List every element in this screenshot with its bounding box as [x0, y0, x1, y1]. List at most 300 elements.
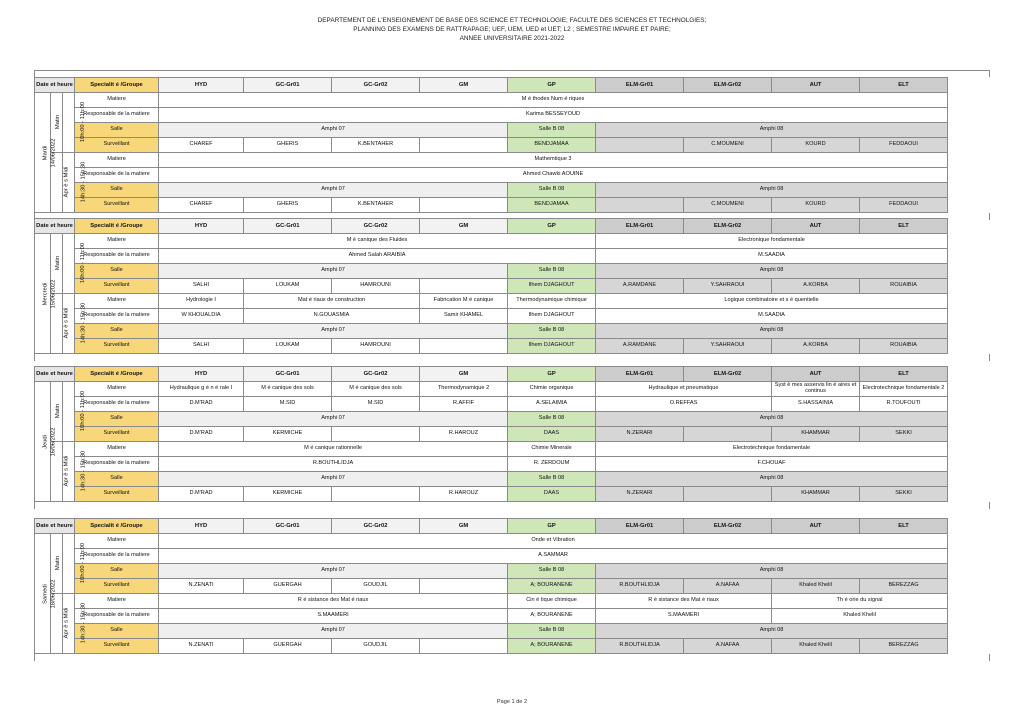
salle-amphi07: Amphi 07: [159, 264, 508, 279]
time-label: 14h:30 - 15h:30: [80, 161, 87, 203]
time-label: 14h:30 - 15h:30: [80, 302, 87, 344]
matiere-cell: Thermodynamique 2: [420, 382, 508, 397]
header-line-1: DEPARTEMENT DE L'ENSEIGNEMENT DE BASE DES SCIENCE ET TECHNOLOGIE; FACULTE DES SCIENCES ET TECHNOLGIES;: [317, 17, 707, 24]
responsable-cell: S.MAAMERI: [596, 609, 772, 624]
responsable-cell: Khaled Khelil: [772, 609, 948, 624]
day-date: 18/06/2022: [50, 578, 57, 609]
surveillant-cell: C.MOUMENI: [684, 138, 772, 153]
matiere-cell: Chimie organique: [508, 382, 596, 397]
surveillant-cell: SALHI: [159, 339, 244, 354]
time-cell: [63, 234, 87, 294]
surveillant-cell: A; BOURANENE: [508, 579, 596, 594]
time-cell: [63, 534, 87, 594]
day-date: 15/06/2022: [50, 278, 57, 309]
surveillant-cell: BENDJAMAA: [508, 198, 596, 213]
responsable-row: [35, 108, 1036, 123]
surveillant-cell: A.KORBA: [772, 339, 860, 354]
period-label: Matin: [55, 115, 62, 130]
day-separator: [34, 502, 990, 509]
responsable-row: [35, 309, 1036, 324]
surveillant-cell: N.ZERARI: [596, 487, 684, 502]
header-line-2: PLANNING DES EXAMENS DE RATTRAPAGE; UEF, UEM, UED et UET; L2 ; SEMESTRE IMPAIRE ET PAIRE;: [353, 26, 671, 33]
matiere-cell: Hydraulique et pneumatique: [596, 382, 772, 397]
group-header-elt: ELT: [860, 219, 948, 234]
matiere-cell: R é sistance des Mat é riaux: [159, 594, 508, 609]
surveillant-cell: R.HAROUZ: [420, 427, 508, 442]
table-header-row: [35, 367, 1036, 382]
responsable-row: [35, 397, 1036, 412]
surveillant-cell: K.BENTAHER: [332, 138, 420, 153]
group-header-gc-gr01: GC-Gr01: [244, 78, 332, 93]
group-header-gp: GP: [508, 367, 596, 382]
responsable-cell: Samir KHAMEL: [420, 309, 508, 324]
day-separator: [34, 354, 990, 361]
time-label: 14h:30 - 15h:30: [80, 450, 87, 492]
day-date: 16/06/2022: [50, 426, 57, 457]
group-header-gm: GM: [420, 78, 508, 93]
time-label: 10h:00 - 11h:00: [80, 102, 87, 143]
surveillant-cell: KOURD: [772, 198, 860, 213]
surveillant-cell: [332, 427, 420, 442]
responsable-row: [35, 609, 1036, 624]
responsable-cell: R.TOUFOUTI: [860, 397, 948, 412]
surveillant-cell: ROUAIBIA: [860, 339, 948, 354]
matiere-row: [35, 594, 1036, 609]
salle-row: [35, 564, 1036, 579]
surveillant-row: [35, 279, 1036, 294]
group-header-hyd: HYD: [159, 219, 244, 234]
day-block: [34, 518, 990, 661]
matiere-row: [35, 93, 1036, 108]
time-cell: [63, 382, 87, 442]
surveillant-cell: Ilhem DJAGHOUT: [508, 339, 596, 354]
responsable-cell: M.SAADIA: [596, 309, 948, 324]
salle-amphi07: Amphi 07: [159, 412, 508, 427]
group-header-hyd: HYD: [159, 367, 244, 382]
specialite-header: Specialit é /Groupe: [75, 78, 159, 93]
responsable-label: Responsable de la matiere: [75, 397, 159, 412]
surveillant-cell: C.MOUMENI: [684, 198, 772, 213]
matiere-cell: Thermodynamique chimique: [508, 294, 596, 309]
salle-row: [35, 412, 1036, 427]
responsable-cell: A.SAMMAR: [159, 549, 948, 564]
salle-gp: Salle B 08: [508, 324, 596, 339]
matiere-cell: R é sistance des Mat é riaux: [596, 594, 772, 609]
surveillant-cell: A.KORBA: [772, 279, 860, 294]
salle-gp: Salle B 08: [508, 624, 596, 639]
salle-row: [35, 472, 1036, 487]
day-separator: [34, 654, 990, 661]
group-header-gc-gr01: GC-Gr01: [244, 519, 332, 534]
responsable-row: [35, 549, 1036, 564]
surveillant-label: Surveillant: [75, 138, 159, 153]
salle-row: [35, 324, 1036, 339]
matiere-cell: Th é orie du signal: [772, 594, 948, 609]
surveillant-cell: SEKKI: [860, 427, 948, 442]
group-header-hyd: HYD: [159, 519, 244, 534]
matiere-row: [35, 234, 1036, 249]
matiere-label: Matiere: [75, 534, 159, 549]
responsable-cell: D.M'RAD: [159, 397, 244, 412]
surveillant-cell: BEREZZAG: [860, 639, 948, 654]
period-label: Matin: [55, 556, 62, 571]
responsable-label: Responsable de la matiere: [75, 249, 159, 264]
salle-amphi08: Amphi 08: [596, 564, 948, 579]
group-header-elt: ELT: [860, 367, 948, 382]
group-header-elm-gr02: ELM-Gr02: [684, 519, 772, 534]
salle-amphi07: Amphi 07: [159, 123, 508, 138]
surveillant-cell: A.RAMDANE: [596, 339, 684, 354]
salle-amphi07: Amphi 07: [159, 472, 508, 487]
period-label: Apr è s Midi: [63, 455, 70, 487]
time-label: 10h:00 - 11h:00: [80, 243, 87, 284]
surveillant-cell: Y.SAHRAOUI: [684, 279, 772, 294]
group-header-gc-gr01: GC-Gr01: [244, 367, 332, 382]
group-header-aut: AUT: [772, 78, 860, 93]
surveillant-cell: FEDDAOUI: [860, 138, 948, 153]
surveillant-label: Surveillant: [75, 198, 159, 213]
surveillant-label: Surveillant: [75, 639, 159, 654]
matiere-label: Matiere: [75, 382, 159, 397]
group-header-elm-gr01: ELM-Gr01: [596, 219, 684, 234]
group-header-gm: GM: [420, 367, 508, 382]
surveillant-cell: SEKKI: [860, 487, 948, 502]
responsable-cell: R.BOUTHLIDJA: [159, 457, 508, 472]
group-header-elt: ELT: [860, 78, 948, 93]
date-heure-header: Date et heure: [35, 519, 75, 534]
group-header-elm-gr02: ELM-Gr02: [684, 219, 772, 234]
surveillant-cell: KOURD: [772, 138, 860, 153]
matiere-cell: Mathemtique 3: [159, 153, 948, 168]
surveillant-cell: K.BENTAHER: [332, 198, 420, 213]
surveillant-cell: GHERIS: [244, 138, 332, 153]
matiere-cell: Fabrication M é canique: [420, 294, 508, 309]
matiere-cell: Hydraulique g é n é rale I: [159, 382, 244, 397]
group-header-elm-gr01: ELM-Gr01: [596, 367, 684, 382]
matiere-label: Matiere: [75, 93, 159, 108]
responsable-row: [35, 457, 1036, 472]
time-cell: [63, 93, 87, 153]
surveillant-row: [35, 138, 1036, 153]
surveillant-row: [35, 579, 1036, 594]
day-block: [34, 70, 990, 220]
matiere-row: [35, 382, 1036, 397]
salle-amphi07: Amphi 07: [159, 183, 508, 198]
salle-label: Salle: [75, 564, 159, 579]
day-block: [34, 366, 990, 509]
responsable-cell: F.CHOUAF: [596, 457, 948, 472]
group-header-gm: GM: [420, 519, 508, 534]
matiere-cell: M é canique rationnelle: [159, 442, 508, 457]
salle-row: [35, 264, 1036, 279]
salle-amphi08: Amphi 08: [596, 183, 948, 198]
group-header-gc-gr02: GC-Gr02: [332, 367, 420, 382]
surveillant-cell: GOUDJIL: [332, 639, 420, 654]
responsable-cell: S.HASSAINIA: [772, 397, 860, 412]
header-line-3: ANNEE UNIVERSITAIRE 2021-2022: [459, 35, 565, 42]
surveillant-row: [35, 198, 1036, 213]
surveillant-cell: KHAMMAR: [772, 427, 860, 442]
surveillant-cell: KERMICHE: [244, 487, 332, 502]
responsable-cell: W KHOUALDIA: [159, 309, 244, 324]
surveillant-cell: [596, 138, 684, 153]
period-label: Matin: [55, 404, 62, 419]
surveillant-cell: GHERIS: [244, 198, 332, 213]
responsable-cell: M.SAADIA: [596, 249, 948, 264]
surveillant-cell: D.M'RAD: [159, 487, 244, 502]
surveillant-cell: A.NAFAA: [684, 639, 772, 654]
surveillant-label: Surveillant: [75, 427, 159, 442]
responsable-label: Responsable de la matiere: [75, 108, 159, 123]
surveillant-cell: DAAS: [508, 427, 596, 442]
day-table: [34, 518, 1036, 654]
specialite-header: Specialit é /Groupe: [75, 519, 159, 534]
responsable-label: Responsable de la matiere: [75, 168, 159, 183]
matiere-cell: Chimie Minerale: [508, 442, 596, 457]
surveillant-cell: LOUKAM: [244, 279, 332, 294]
page-footer: Page 1 de 2: [496, 699, 528, 705]
responsable-cell: A.SELAIMIA: [508, 397, 596, 412]
surveillant-cell: SALHI: [159, 279, 244, 294]
surveillant-label: Surveillant: [75, 279, 159, 294]
surveillant-cell: [332, 487, 420, 502]
matiere-label: Matiere: [75, 294, 159, 309]
period-label: Apr è s Midi: [63, 307, 70, 339]
group-header-elm-gr01: ELM-Gr01: [596, 519, 684, 534]
group-header-gc-gr02: GC-Gr02: [332, 219, 420, 234]
salle-row: [35, 624, 1036, 639]
day-cell: [35, 234, 57, 354]
surveillant-cell: HAMROUNI: [332, 339, 420, 354]
surveillant-cell: [420, 639, 508, 654]
surveillant-cell: Y.SAHRAOUI: [684, 339, 772, 354]
responsable-label: Responsable de la matiere: [75, 309, 159, 324]
matiere-row: [35, 442, 1036, 457]
period-label: Apr è s Midi: [63, 607, 70, 639]
salle-label: Salle: [75, 123, 159, 138]
group-header-gc-gr02: GC-Gr02: [332, 519, 420, 534]
group-header-gc-gr02: GC-Gr02: [332, 78, 420, 93]
document-header: [0, 16, 1024, 43]
surveillant-cell: BEREZZAG: [860, 579, 948, 594]
table-header-row: [35, 219, 1036, 234]
day-table: [34, 366, 1036, 502]
matiere-cell: Cin é tique chimique: [508, 594, 596, 609]
table-header-row: [35, 78, 1036, 93]
group-header-gp: GP: [508, 219, 596, 234]
day-name: Jeudi: [42, 434, 49, 449]
day-cell: [35, 93, 57, 213]
salle-label: Salle: [75, 412, 159, 427]
group-header-elm-gr01: ELM-Gr01: [596, 78, 684, 93]
matiere-cell: Electrotechnique fondamentale: [596, 442, 948, 457]
group-header-gm: GM: [420, 219, 508, 234]
day-table: [34, 218, 1036, 354]
salle-amphi08: Amphi 08: [596, 264, 948, 279]
surveillant-cell: CHAREF: [159, 138, 244, 153]
surveillant-cell: GUERGAH: [244, 639, 332, 654]
day-table: [34, 77, 1036, 213]
surveillant-cell: KHAMMAR: [772, 487, 860, 502]
responsable-cell: R. ZERDOUM: [508, 457, 596, 472]
responsable-cell: M.SID: [332, 397, 420, 412]
responsable-cell: N.GOUASMIA: [244, 309, 420, 324]
responsable-cell: Karima BESSEYOUD: [159, 108, 948, 123]
matiere-cell: Electrotechnique fondamentale 2: [860, 382, 948, 397]
group-header-elm-gr02: ELM-Gr02: [684, 78, 772, 93]
surveillant-cell: FEDDAOUI: [860, 198, 948, 213]
responsable-row: [35, 249, 1036, 264]
group-header-gp: GP: [508, 78, 596, 93]
matiere-label: Matiere: [75, 442, 159, 457]
salle-label: Salle: [75, 624, 159, 639]
salle-gp: Salle B 08: [508, 264, 596, 279]
responsable-cell: M.SID: [244, 397, 332, 412]
time-label: 14h:30 - 15h:30: [80, 602, 87, 644]
group-header-gp: GP: [508, 519, 596, 534]
responsable-cell: Ahmed Chawki AOUINE: [159, 168, 948, 183]
surveillant-cell: A.NAFAA: [684, 579, 772, 594]
salle-gp: Salle B 08: [508, 412, 596, 427]
responsable-cell: A; BOURANENE: [508, 609, 596, 624]
surveillant-cell: LOUKAM: [244, 339, 332, 354]
surveillant-cell: ROUAIBIA: [860, 279, 948, 294]
salle-gp: Salle B 08: [508, 472, 596, 487]
matiere-label: Matiere: [75, 594, 159, 609]
salle-gp: Salle B 08: [508, 183, 596, 198]
salle-amphi08: Amphi 08: [596, 123, 948, 138]
matiere-cell: M é canique des Fluides: [159, 234, 596, 249]
salle-gp: Salle B 08: [508, 564, 596, 579]
surveillant-cell: GOUDJIL: [332, 579, 420, 594]
salle-amphi07: Amphi 07: [159, 564, 508, 579]
matiere-label: Matiere: [75, 234, 159, 249]
surveillant-cell: D.M'RAD: [159, 427, 244, 442]
time-label: 10h:00 - 11h:00: [80, 391, 87, 432]
date-heure-header: Date et heure: [35, 219, 75, 234]
surveillant-row: [35, 339, 1036, 354]
surveillant-row: [35, 427, 1036, 442]
surveillant-row: [35, 639, 1036, 654]
salle-amphi08: Amphi 08: [596, 624, 948, 639]
matiere-cell: Syst è mes asservis lin é aires et continus: [772, 382, 860, 397]
specialite-header: Specialit é /Groupe: [75, 219, 159, 234]
day-name: Mercredi: [42, 282, 49, 305]
group-header-elm-gr02: ELM-Gr02: [684, 367, 772, 382]
surveillant-cell: Khaled Khelil: [772, 639, 860, 654]
matiere-cell: Onde et Vibration: [159, 534, 948, 549]
surveillant-cell: [420, 138, 508, 153]
surveillant-label: Surveillant: [75, 487, 159, 502]
surveillant-cell: GUERGAH: [244, 579, 332, 594]
matiere-row: [35, 294, 1036, 309]
surveillant-cell: Khaled Khelil: [772, 579, 860, 594]
matiere-cell: M é canique des sols: [332, 382, 420, 397]
surveillant-row: [35, 487, 1036, 502]
surveillant-cell: [420, 198, 508, 213]
surveillant-cell: BENDJAMAA: [508, 138, 596, 153]
surveillant-cell: CHAREF: [159, 198, 244, 213]
responsable-label: Responsable de la matiere: [75, 549, 159, 564]
day-cell: [35, 534, 57, 654]
surveillant-cell: R.BOUTHLIDJA: [596, 579, 684, 594]
salle-label: Salle: [75, 183, 159, 198]
specialite-header: Specialit é /Groupe: [75, 367, 159, 382]
group-header-aut: AUT: [772, 367, 860, 382]
matiere-label: Matiere: [75, 153, 159, 168]
matiere-row: [35, 534, 1036, 549]
surveillant-cell: N.ZENATI: [159, 579, 244, 594]
salle-label: Salle: [75, 324, 159, 339]
responsable-cell: R.AFFIF: [420, 397, 508, 412]
matiere-cell: M é thodes Num é riques: [159, 93, 948, 108]
time-label: 10h:00 - 11h:00: [80, 543, 87, 584]
surveillant-cell: [684, 427, 772, 442]
date-heure-header: Date et heure: [35, 78, 75, 93]
day-date: 14/06/2022: [50, 137, 57, 168]
surveillant-label: Surveillant: [75, 579, 159, 594]
group-header-hyd: HYD: [159, 78, 244, 93]
surveillant-cell: [684, 487, 772, 502]
group-header-aut: AUT: [772, 219, 860, 234]
surveillant-cell: N.ZENATI: [159, 639, 244, 654]
group-header-elt: ELT: [860, 519, 948, 534]
responsable-label: Responsable de la matiere: [75, 609, 159, 624]
surveillant-cell: DAAS: [508, 487, 596, 502]
salle-gp: Salle B 08: [508, 123, 596, 138]
matiere-cell: Hydrologie I: [159, 294, 244, 309]
salle-amphi08: Amphi 08: [596, 472, 948, 487]
period-label: Apr è s Midi: [63, 166, 70, 198]
day-cell: [35, 382, 57, 502]
responsable-cell: S.MAAMERI: [159, 609, 508, 624]
matiere-cell: Logique combinatoire et s é quentielle: [596, 294, 948, 309]
group-header-aut: AUT: [772, 519, 860, 534]
surveillant-cell: [420, 339, 508, 354]
day-block: [34, 218, 990, 361]
surveillant-cell: HAMROUNI: [332, 279, 420, 294]
surveillant-cell: R.HAROUZ: [420, 487, 508, 502]
date-heure-header: Date et heure: [35, 367, 75, 382]
surveillant-label: Surveillant: [75, 339, 159, 354]
surveillant-cell: A.RAMDANE: [596, 279, 684, 294]
group-header-gc-gr01: GC-Gr01: [244, 219, 332, 234]
responsable-cell: Ahmed Salah ARAIBIA: [159, 249, 596, 264]
surveillant-cell: N.ZERARI: [596, 427, 684, 442]
matiere-cell: Mat é riaux de construction: [244, 294, 420, 309]
salle-label: Salle: [75, 472, 159, 487]
salle-label: Salle: [75, 264, 159, 279]
responsable-label: Responsable de la matiere: [75, 457, 159, 472]
surveillant-cell: [420, 279, 508, 294]
responsable-cell: O.REFFAS: [596, 397, 772, 412]
salle-amphi08: Amphi 08: [596, 412, 948, 427]
salle-amphi07: Amphi 07: [159, 324, 508, 339]
surveillant-cell: Ilhem DJAGHOUT: [508, 279, 596, 294]
surveillant-cell: [420, 579, 508, 594]
table-top-spacer: [34, 70, 990, 77]
surveillant-cell: R.BOUTHLIDJA: [596, 639, 684, 654]
salle-row: [35, 183, 1036, 198]
responsable-cell: Ilhem DJAGHOUT: [508, 309, 596, 324]
surveillant-cell: A; BOURANENE: [508, 639, 596, 654]
table-header-row: [35, 519, 1036, 534]
salle-row: [35, 123, 1036, 138]
matiere-row: [35, 153, 1036, 168]
matiere-cell: Electronique fondamentale: [596, 234, 948, 249]
salle-amphi08: Amphi 08: [596, 324, 948, 339]
salle-amphi07: Amphi 07: [159, 624, 508, 639]
